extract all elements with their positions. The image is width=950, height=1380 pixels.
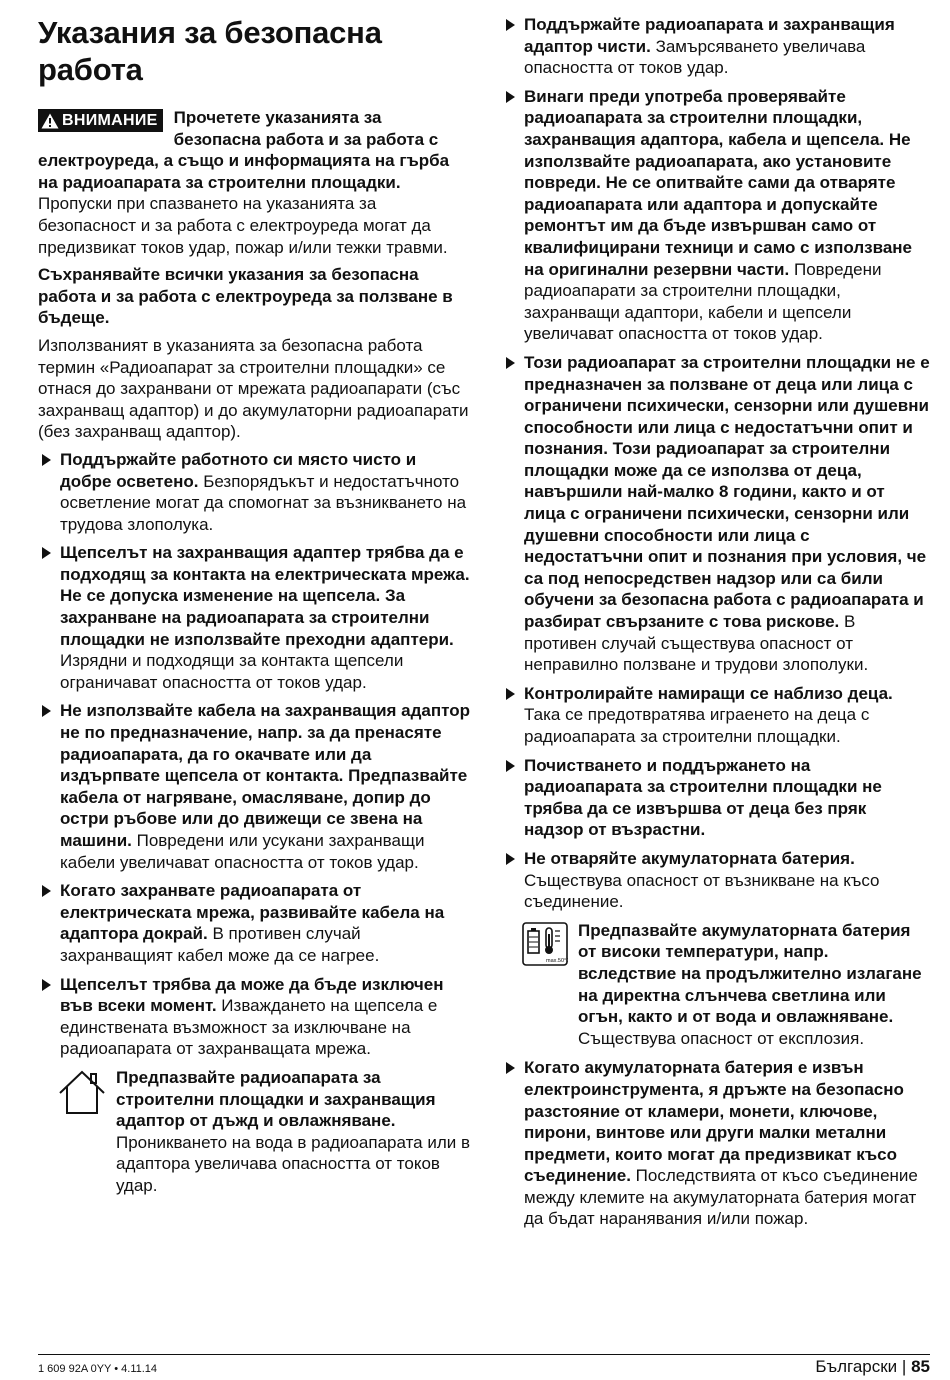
bullet-item <box>38 542 470 693</box>
bullet-text: В противен случай съществува опасност от неправилно ползване и трудови злополуки. <box>524 612 869 675</box>
footer-divider <box>38 1354 930 1355</box>
bullet-bold: Поддържайте работното си място чисто и добре осветено. <box>60 449 417 491</box>
bullet-bold: Поддържайте радиоапарата и захранващия адаптор чисти. <box>524 15 895 56</box>
bullet-arrow-icon <box>42 979 51 991</box>
bullet-text: В противен случай захранващият кабел може да се нагрее. <box>60 924 380 965</box>
bullet-arrow-icon <box>506 19 515 31</box>
warning-intro-text: Пропуски при спазването на указанията за безопасност и за работа с електроуреда могат да предизвикат токов удар, пожар и/или тежки травми. <box>38 194 448 257</box>
bullet-arrow-icon <box>506 91 515 103</box>
bullet-arrow-icon <box>42 885 51 897</box>
bullet-bold: Не отваряйте акумулаторната батерия. <box>524 848 855 868</box>
bullet-item <box>502 755 930 841</box>
footer-separator: | <box>901 1357 907 1376</box>
bullet-arrow-icon <box>42 454 51 466</box>
warning-intro-bold: Прочетете указанията за безопасна работа и за работа с електроуреда, а също и информацията на гърба на радиоапарата за строителни площадки. <box>38 108 450 192</box>
bullet-item <box>502 86 930 345</box>
bullet-item <box>502 848 930 913</box>
bullet-bold: Контролирайте намиращи се наблизо деца. <box>524 683 893 703</box>
bullet-arrow-icon <box>506 1062 515 1074</box>
bullet-bold: Когато акумулаторната батерия е извън електроинструмента, я дръжте на безопасно разстояние от кламери, монети, ключове, пирони, винтове или други малки метални предмети, които могат да предизвикат късо съединение. <box>524 1058 904 1186</box>
footer-page-info <box>815 1357 930 1377</box>
warning-badge <box>38 109 163 132</box>
bullet-bold: Винаги преди употреба проверявайте радиоапарата за строителни площадки, захранващия адаптора, кабела и щепсела. Не използвайте радиоапарата, ако установите повреди. Не се опитвайте сами да отваряте радиоапарата или адаптора и допускайте ремонтът им да бъде извършван само от квалифицирани техници и само с използване на оригинални резервни части. <box>524 86 913 279</box>
right-column <box>502 14 930 1237</box>
bullet-bold: Когато захранвате радиоапарата от електрическата мрежа, развивайте кабела на адаптора докрай. <box>60 881 445 944</box>
battery-heat-warning-text: Съществува опасност от експлозия. <box>578 1028 865 1048</box>
bullet-item <box>502 1057 930 1230</box>
bullet-item <box>38 700 470 873</box>
bullet-arrow-icon <box>42 547 51 559</box>
bullet-bold: Почистването и поддържането на радиоапарата за строителни площадки не трябва да се извършва от деца без пряк надзор от възрастни. <box>524 755 882 840</box>
bullet-item <box>502 683 930 748</box>
rain-warning-block <box>38 1067 470 1197</box>
footer-language: Български <box>815 1357 898 1376</box>
bullet-item <box>38 449 470 535</box>
bullet-arrow-icon <box>506 357 515 369</box>
term-definition: Използваният в указанията за безопасна работа термин «Радиоапарат за строителни площадки» се отнася до захранвани от мрежата радиоапарати (със захранващ адаптор) и до акумулаторни радиоапарати (без захранващ адаптор). <box>38 335 469 442</box>
bullet-item <box>38 880 470 966</box>
house-indoor-use-icon <box>58 1069 106 1121</box>
bullet-text: Съществува опасност от възникване на късо съединение. <box>524 870 880 912</box>
battery-heat-warning-block <box>502 920 930 1050</box>
bullet-bold: Щепселът трябва да може да бъде изключен във всеки момент. <box>60 974 444 1016</box>
left-column <box>38 14 470 1205</box>
footer-document-code: 1 609 92A 0YY • 4.11.14 <box>38 1363 158 1375</box>
bullet-arrow-icon <box>42 705 51 717</box>
page-title: Указания за безопасна работа <box>38 15 382 87</box>
bullet-item <box>502 14 930 79</box>
bullet-text: Последствията от късо съединение между клемите на акумулаторната батерия могат да бъдат наранявания и/или пожар. <box>524 1166 918 1229</box>
bullet-bold: Не използвайте кабела на захранващия адаптор не по предназначение, напр. за да пренасяте радиоапарата, да го окачвате или да издърпвате щепсела от контакта. Предпазвайте кабела от нагряване, омасляване, допир до остри ръбове или до движещи се звена на машини. <box>60 701 471 850</box>
page-number: 85 <box>911 1357 930 1376</box>
bullet-item <box>502 352 930 676</box>
warning-label: ВНИМАНИЕ <box>62 111 158 129</box>
bullet-text: Така се предотвратява играенето на деца с радиоапарата за строителни площадки. <box>524 705 870 746</box>
battery-icon-label: max.50°C <box>546 957 568 964</box>
bullet-item <box>38 974 470 1060</box>
bullet-arrow-icon <box>506 760 515 772</box>
battery-heat-warning-bold: Предпазвайте акумулаторната батерия от високи температури, напр. вследствие на продължително излагане на директна слънчева светлина или огън, както и от вода и овлажняване. <box>578 920 922 1027</box>
bullet-text: Повредени радиоапарати за строителни площадки, захранващи адаптори, кабели и щепсели увеличават опасността от токов удар. <box>524 259 882 344</box>
bullet-text: Изваждането на щепсела е единствената възможност за изключване на радиоапарата от захранващата мрежа. <box>60 996 438 1059</box>
bullet-text: Изрядни и подходящи за контакта щепсели ограничават опасността от токов удар. <box>60 651 404 692</box>
battery-temperature-icon <box>522 922 568 972</box>
warning-intro <box>38 107 470 258</box>
keep-instructions-bold: Съхранявайте всички указания за безопасна работа и за работа с електроуреда за ползване в бъдеще. <box>38 265 453 328</box>
rain-warning-bold: Предпазвайте радиоапарата за строителни площадки и захранващия адаптор от дъжд и овлажняване. <box>116 1067 436 1131</box>
warning-triangle-icon <box>41 113 59 129</box>
bullet-bold: Този радиоапарат за строителни площадки не е предназначен за ползване от деца или лица с ограничени психически, сензорни или душевни способности или лица с недостатъчни опит и познания. Този радиоапарат за строителни площадки може да се използва от деца, навършили най-малко 8 години, както и от лица с ограничени психически, сензорни или душевни способности или лица с недостатъчни опит и познания при условия, че са под непосредствен надзор или са били обучени за безопасна работа с радиоапарата и разбират свързаните с това рискове. <box>524 352 930 632</box>
bullet-text: Безпорядъкът и недостатъчното осветление могат да спомогнат за възникването на трудова злополука. <box>60 471 467 534</box>
bullet-text: Повредени или усукани захранващи кабели увеличават опасността от токов удар. <box>60 831 425 872</box>
bullet-arrow-icon <box>506 853 515 865</box>
bullet-bold: Щепселът на захранващия адаптер трябва да е подходящ за контакта на електрическата мрежа. Не се допуска изменение на щепсела. За захранване на радиоапарата за строителни площадки не използвайте преходни адаптери. <box>60 543 470 649</box>
rain-warning-text: Проникването на вода в радиоапарата или в адаптора увеличава опасността от токов удар. <box>116 1132 471 1195</box>
bullet-arrow-icon <box>506 688 515 700</box>
keep-instructions <box>38 264 470 329</box>
bullet-text: Замърсяването увеличава опасността от токов удар. <box>524 36 866 78</box>
